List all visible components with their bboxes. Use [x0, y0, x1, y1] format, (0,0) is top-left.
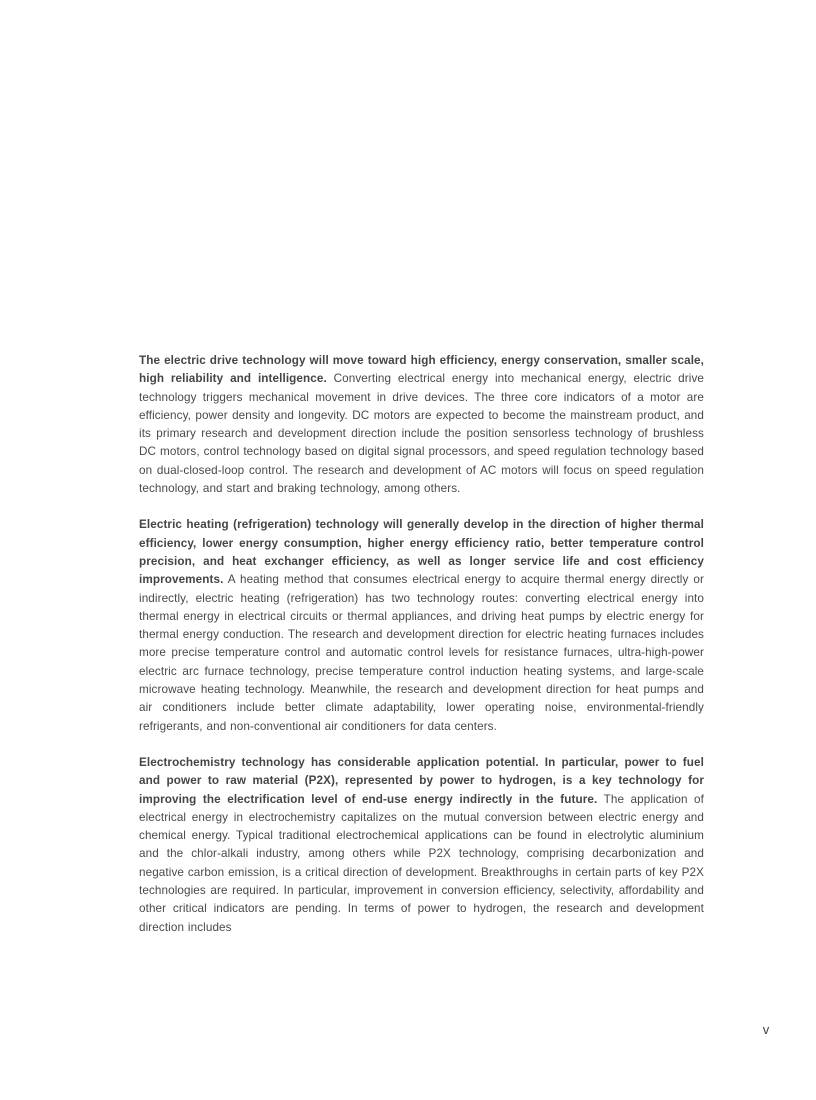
paragraph-electric-heating-body: A heating method that consumes electrical energy to acquire thermal energy directly or indirectly, electric heating (refrigeration) has two technology routes: converting electrical energy into thermal energy in electrical circuits or thermal appliances, and driving heat pumps by electric energy for thermal energy conduction. The research and development direction for electric heating furnaces includes more precise temperature control and automatic control levels for resistance furnaces, ultra-high-power electric arc furnace technology, precise temperature control induction heating systems, and large-scale microwave heating technology. Meanwhile, the research and development direction for heat pumps and air conditioners include better climate adaptability, lower operating noise, environmental-friendly refrigerants, and non-conventional air conditioners for data centers.	[139, 573, 704, 733]
paragraph-electric-drive-body: Converting electrical energy into mechanical energy, electric drive technology triggers mechanical movement in drive devices. The three core indicators of a motor are efficiency, power density and longevity. DC motors are expected to become the mainstream product, and its primary research and development direction include the position sensorless technology of brushless DC motors, control technology based on digital signal processors, and speed regulation technology based on dual-closed-loop control. The research and development of AC motors will focus on speed regulation technology, and start and braking technology, among others.	[139, 372, 705, 496]
paragraph-electric-drive	[139, 352, 704, 498]
paragraph-electrochemistry	[139, 754, 704, 937]
page-number: v	[762, 1022, 770, 1037]
paragraph-electric-drive-lead: The electric drive technology will move toward high efficiency, energy conservation, smaller scale, high reliability and intelligence.	[139, 354, 704, 386]
paragraph-electrochemistry-body: The application of electrical energy in electrochemistry capitalizes on the mutual conversion between electric energy and chemical energy. Typical traditional electrochemical applications can be found in electrolytic aluminium and the chlor-alkali industry, among others while P2X technology, comprising decarbonization and negative carbon emission, is a critical direction of development. Breakthroughs in certain parts of key P2X technologies are required. In particular, improvement in conversion efficiency, selectivity, affordability and other critical indicators are pending. In terms of power to hydrogen, the research and development direction includes	[139, 792, 704, 934]
page-body-text	[139, 352, 704, 955]
paragraph-electrochemistry-lead: Electrochemistry technology has considerable application potential. In particular, power to fuel and power to raw material (P2X), represented by power to hydrogen, is a key technology for improving the electrification level of end-use energy indirectly in the future.	[139, 755, 704, 806]
paragraph-electric-heating-lead: Electric heating (refrigeration) technology will generally develop in the direction of higher thermal efficiency, lower energy consumption, higher energy efficiency ratio, better temperature control precision, and heat exchanger efficiency, as well as longer service life and cost efficiency improvements.	[139, 518, 704, 587]
paragraph-electric-heating	[139, 516, 704, 736]
